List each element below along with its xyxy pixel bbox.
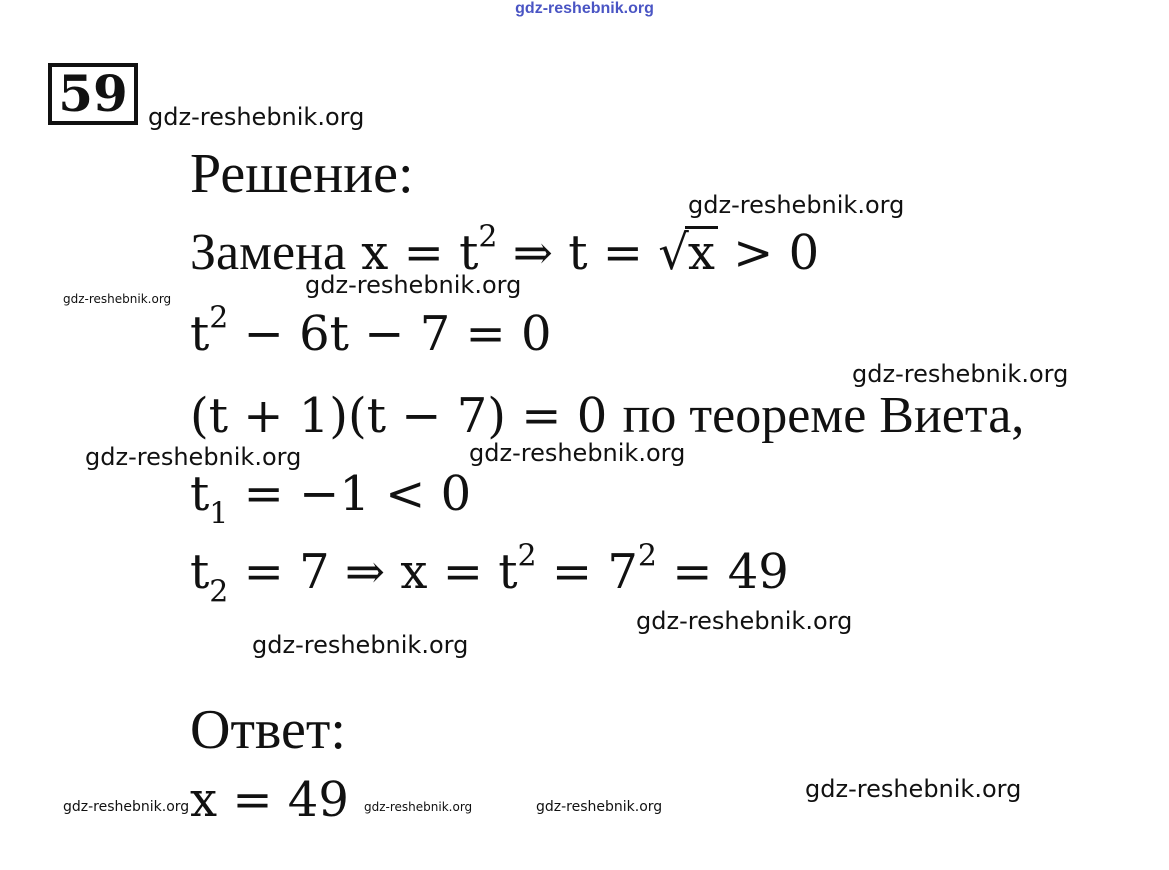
watermark: gdz-reshebnik.org (364, 800, 473, 814)
root-2-part-b: = 7 ⇒ x = t (228, 544, 518, 600)
root-2-var: t (190, 544, 210, 600)
root-1-line (190, 466, 472, 532)
quadratic-var: t (190, 306, 210, 362)
vieta-note: по теореме Виета, (622, 387, 1025, 444)
power-2: 2 (209, 300, 229, 336)
root-1-var: t (190, 466, 210, 522)
answer-value: x = 49 (190, 772, 349, 828)
substitution-prefix: Замена (190, 224, 347, 281)
sqrt-argument: x (685, 226, 718, 277)
substitution-math-b: ⇒ t = (497, 225, 659, 281)
watermark: gdz-reshebnik.org (63, 292, 172, 306)
watermark: gdz-reshebnik.org (148, 103, 365, 131)
watermark: gdz-reshebnik.org (305, 271, 522, 299)
watermark: gdz-reshebnik.org (252, 631, 469, 659)
watermark: gdz-reshebnik.org (469, 439, 686, 467)
sqrt-sign: √ (658, 225, 689, 281)
subscript-1: 1 (209, 496, 229, 532)
quadratic-equation (190, 300, 552, 362)
power-2: 2 (478, 219, 498, 255)
watermark: gdz-reshebnik.org (688, 191, 905, 219)
problem-number: 59 (48, 63, 138, 125)
subscript-2: 2 (209, 574, 229, 610)
quadratic-rest: − 6t − 7 = 0 (228, 306, 552, 362)
root-2-part-c: = 7 (536, 544, 638, 600)
substitution-math-a: x = t (361, 225, 479, 281)
power-2: 2 (517, 538, 537, 574)
power-2: 2 (637, 538, 657, 574)
root-2-part-d: = 49 (656, 544, 789, 600)
factored-line (190, 387, 1025, 444)
substitution-math-c: > 0 (717, 225, 820, 281)
site-link[interactable]: gdz-reshebnik.org (515, 0, 654, 17)
root-1-value: = −1 < 0 (228, 466, 472, 522)
watermark: gdz-reshebnik.org (805, 775, 1022, 803)
watermark: gdz-reshebnik.org (636, 607, 853, 635)
watermark: gdz-reshebnik.org (63, 799, 190, 815)
watermark: gdz-reshebnik.org (852, 360, 1069, 388)
answer-heading: Ответ: (190, 699, 346, 761)
root-2-line (190, 538, 789, 610)
watermark: gdz-reshebnik.org (536, 799, 663, 815)
factored-equation: (t + 1)(t − 7) = 0 (190, 388, 608, 444)
solution-heading: Решение: (190, 143, 414, 205)
watermark: gdz-reshebnik.org (85, 443, 302, 471)
